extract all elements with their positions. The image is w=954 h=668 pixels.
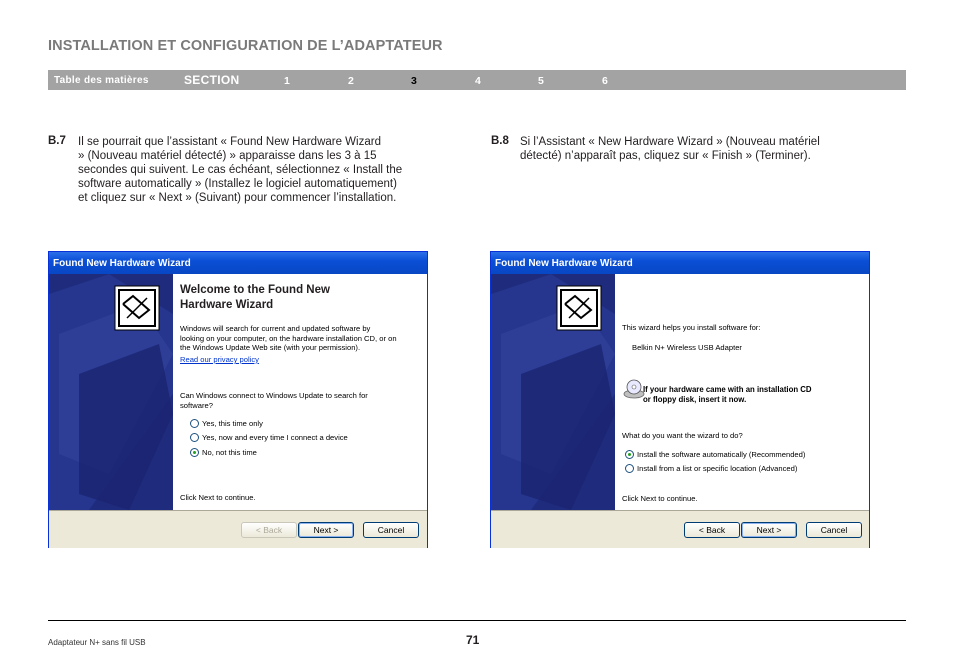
back-button[interactable]: < Back xyxy=(241,522,297,538)
wizard-heading xyxy=(180,283,420,313)
cancel-button[interactable]: Cancel xyxy=(806,522,862,538)
heading-line: Hardware Wizard xyxy=(180,299,274,311)
radio-label: Install the software automatically (Recommended) xyxy=(637,450,806,459)
step-b8-line: Si l’Assistant « New Hardware Wizard » (Nouveau matériel xyxy=(520,136,820,148)
footer-product-name: Adaptateur N+ sans fil USB xyxy=(48,638,146,647)
wizard-dialog-welcome xyxy=(48,251,428,548)
wizard-question: What do you want the wizard to do? xyxy=(622,431,743,440)
nav-section-1[interactable]: 1 xyxy=(284,75,290,87)
page-number: 71 xyxy=(466,633,480,647)
next-button[interactable]: Next > xyxy=(298,522,354,538)
nav-section-4[interactable]: 4 xyxy=(475,75,481,87)
wizard-side-banner xyxy=(491,274,615,510)
nav-section-5[interactable]: 5 xyxy=(538,75,544,87)
nav-section-label: SECTION xyxy=(184,73,240,87)
heading-line: Welcome to the Found New xyxy=(180,284,330,296)
wizard-banner-art xyxy=(491,274,615,510)
back-button[interactable]: < Back xyxy=(684,522,740,538)
radio-button-selected[interactable] xyxy=(625,450,634,459)
hardware-icon xyxy=(115,286,159,330)
windows-update-question xyxy=(180,391,420,410)
section-nav-bar xyxy=(48,70,906,90)
question-line: software? xyxy=(180,400,213,410)
cd-line: If your hardware came with an installation CD xyxy=(643,385,812,394)
step-b7-line: » (Nouveau matériel détecté) » apparaisse dans les 3 à 15 xyxy=(78,150,377,162)
footer-divider xyxy=(48,620,906,621)
step-text-b7 xyxy=(78,135,448,205)
dialog-button-bar xyxy=(491,510,869,548)
step-number-b7: B.7 xyxy=(48,135,66,147)
step-b7-line: et cliquez sur « Next » (Suivant) pour commencer l’installation. xyxy=(78,192,397,204)
insert-cd-instruction xyxy=(643,385,863,404)
next-button[interactable]: Next > xyxy=(741,522,797,538)
continue-instruction: Click Next to continue. xyxy=(622,494,698,503)
step-b7-line: secondes qui suivent. Le cas échéant, sélectionnez « Install the xyxy=(78,164,403,176)
nav-section-2[interactable]: 2 xyxy=(348,75,354,87)
nav-section-3-active[interactable]: 3 xyxy=(411,75,417,87)
radio-button[interactable] xyxy=(190,419,199,428)
wizard-banner-art xyxy=(49,274,173,510)
question-line: Can Windows connect to Windows Update to search for xyxy=(180,391,368,400)
nav-section-6[interactable]: 6 xyxy=(602,75,608,87)
wizard-dialog-install xyxy=(490,251,870,548)
cancel-button[interactable]: Cancel xyxy=(363,522,419,538)
step-number-b8: B.8 xyxy=(491,135,509,147)
description-line: Windows will search for current and updated software by xyxy=(180,324,371,333)
radio-button-selected[interactable] xyxy=(190,448,199,457)
page-header-title: INSTALLATION ET CONFIGURATION DE L’ADAPTATEUR xyxy=(48,38,443,54)
nav-table-of-contents[interactable]: Table des matières xyxy=(54,75,149,86)
radio-option-no[interactable] xyxy=(190,448,257,457)
device-name: Belkin N+ Wireless USB Adapter xyxy=(632,343,742,352)
step-b8-line: détecté) n’apparaît pas, cliquez sur « Finish » (Terminer). xyxy=(520,150,811,162)
radio-label: Install from a list or specific location (Advanced) xyxy=(637,464,798,473)
radio-option-automatic[interactable] xyxy=(625,450,805,459)
step-text-b8 xyxy=(520,135,880,163)
radio-label: Yes, now and every time I connect a device xyxy=(202,433,348,442)
wizard-content xyxy=(173,274,427,510)
privacy-policy-link[interactable]: Read our privacy policy xyxy=(180,355,259,364)
dialog-titlebar: Found New Hardware Wizard xyxy=(491,252,869,274)
dialog-titlebar: Found New Hardware Wizard xyxy=(49,252,427,274)
radio-label: No, not this time xyxy=(202,448,257,457)
step-b7-line: Il se pourrait que l’assistant « Found New Hardware Wizard xyxy=(78,136,381,148)
step-b7-line: software automatically » (Installez le logiciel automatiquement) xyxy=(78,178,397,190)
cd-line: or floppy disk, insert it now. xyxy=(643,394,747,404)
description-line: looking on your computer, on the hardware installation CD, or on xyxy=(180,333,397,343)
hardware-icon xyxy=(557,286,601,330)
wizard-description xyxy=(180,324,420,353)
cd-icon xyxy=(623,378,645,400)
radio-button[interactable] xyxy=(625,464,634,473)
radio-label: Yes, this time only xyxy=(202,419,263,428)
continue-instruction: Click Next to continue. xyxy=(180,493,256,502)
radio-button[interactable] xyxy=(190,433,199,442)
radio-option-yes-once[interactable] xyxy=(190,419,263,428)
radio-option-advanced[interactable] xyxy=(625,464,797,473)
dialog-button-bar xyxy=(49,510,427,548)
wizard-content xyxy=(615,274,869,510)
description-line: the Windows Update Web site (with your permission). xyxy=(180,343,361,352)
wizard-intro: This wizard helps you install software for: xyxy=(622,323,761,332)
wizard-side-banner xyxy=(49,274,173,510)
radio-option-yes-always[interactable] xyxy=(190,433,348,442)
